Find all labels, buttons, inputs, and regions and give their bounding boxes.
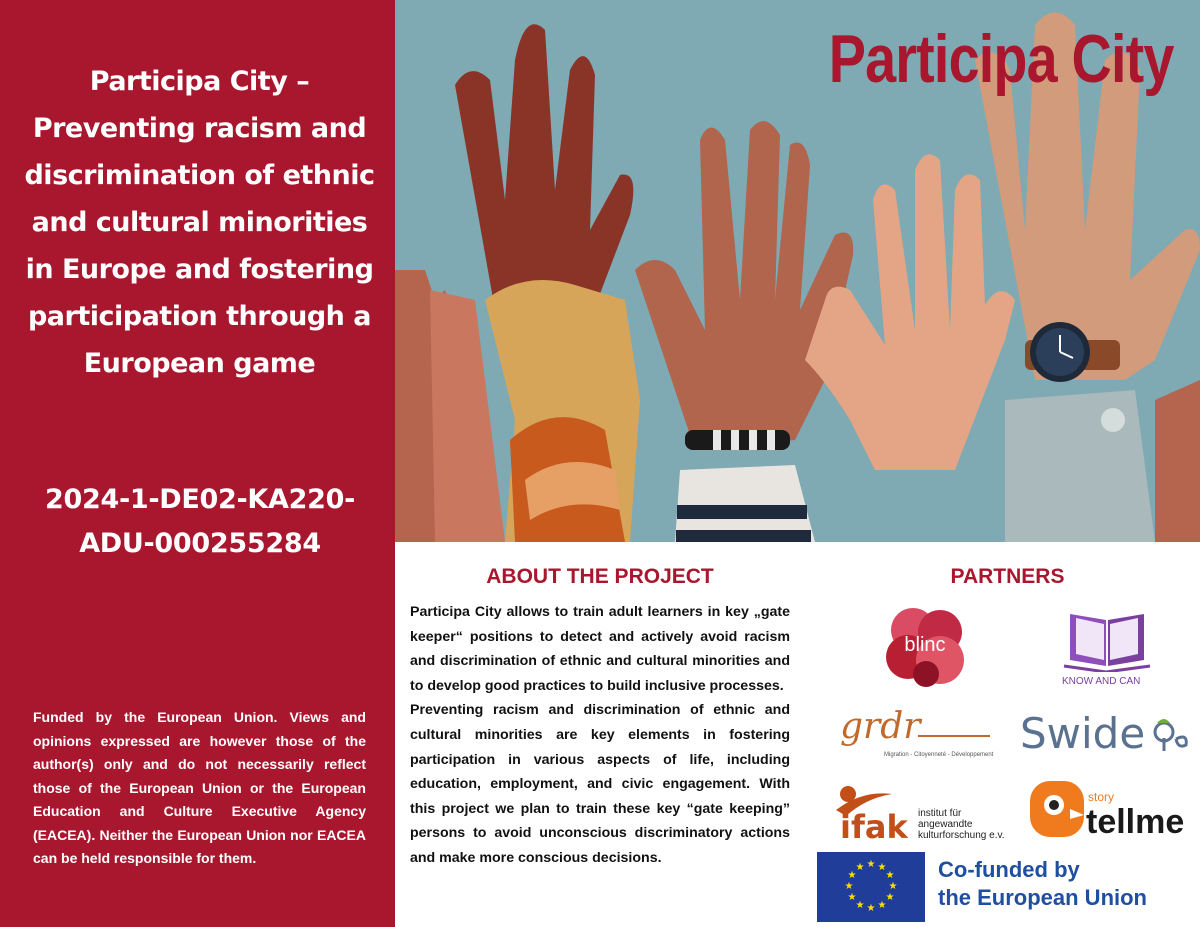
about-text	[410, 600, 790, 871]
svg-text:★: ★	[866, 903, 876, 914]
tellme-small-text: story	[1088, 790, 1115, 804]
left-panel	[0, 0, 395, 927]
know-and-can-logo	[1062, 606, 1152, 672]
about-paragraph-2: Preventing racism and discrimination of ethnic and cultural minorities are key elements in fostering participation in various aspects of life, including education, employment, and civic engagement. With this project we plan to train these key “gate keeping” persons to avoid unconscious discriminatory actions and make more conscious decisions.	[410, 702, 790, 866]
project-title: Participa City – Preventing racism and discrimination of ethnic and cultural minorities in Europe and fostering participation through a European game	[24, 66, 375, 379]
blinc-logo	[878, 602, 973, 688]
hero-image	[395, 0, 1200, 542]
swideas-logo-text: Swide	[1020, 709, 1146, 758]
svg-text:★: ★	[877, 862, 887, 873]
svg-text:★: ★	[855, 862, 865, 873]
svg-text:★: ★	[888, 881, 898, 892]
blinc-logo-text: blinc	[904, 634, 946, 656]
eu-line-1: Co-funded by	[938, 857, 1080, 882]
grdr-tagline: Migration - Citoyenneté - Développement	[884, 752, 994, 758]
about-heading: ABOUT THE PROJECT	[486, 565, 714, 588]
svg-text:★: ★	[866, 859, 876, 870]
tellme-logo-text: tellme	[1086, 803, 1185, 841]
svg-text:★: ★	[885, 870, 895, 881]
swideas-logo	[1018, 705, 1198, 759]
funding-disclaimer: Funded by the European Union. Views and opinions expressed are however those of the author(s) only and do not necessarily reflect those of the European Union or the European Education and Culture Executive Agency (EACEA). Neither the European Union nor EACEA can be held responsible for them.	[33, 709, 366, 866]
know-and-can-label: KNOW AND CAN	[1062, 676, 1141, 687]
about-paragraph-1: Participa City allows to train adult learners in key „gate keeper“ positions to detect and actively avoid racism and discrimination of ethnic and cultural minorities and to develop good practices to build inclusive processes.	[410, 604, 790, 694]
ifak-line-3: kulturforschung e.v.	[918, 830, 1005, 841]
eu-line-2: the European Union	[938, 885, 1147, 910]
svg-text:★: ★	[844, 881, 854, 892]
ifak-logo	[832, 780, 1022, 842]
grdr-logo-text: grdr	[840, 706, 921, 747]
project-code: 2024-1-DE02-KA220-ADU-000255284	[45, 484, 355, 559]
svg-text:★: ★	[847, 870, 857, 881]
ifak-line-1: institut für	[918, 808, 962, 819]
ifak-line-2: angewandte	[918, 819, 973, 830]
eu-cofunded-text	[938, 856, 1147, 912]
svg-text:★: ★	[847, 892, 857, 903]
svg-text:★: ★	[877, 900, 887, 911]
hero-title: Participa City	[829, 21, 1174, 97]
svg-text:★: ★	[855, 900, 865, 911]
eu-flag-icon	[817, 852, 925, 922]
tellme-logo	[1030, 779, 1198, 843]
ifak-logo-text: ifak	[840, 808, 908, 842]
svg-text:★: ★	[885, 892, 895, 903]
partners-heading: PARTNERS	[950, 565, 1065, 588]
grdr-logo	[838, 706, 998, 766]
